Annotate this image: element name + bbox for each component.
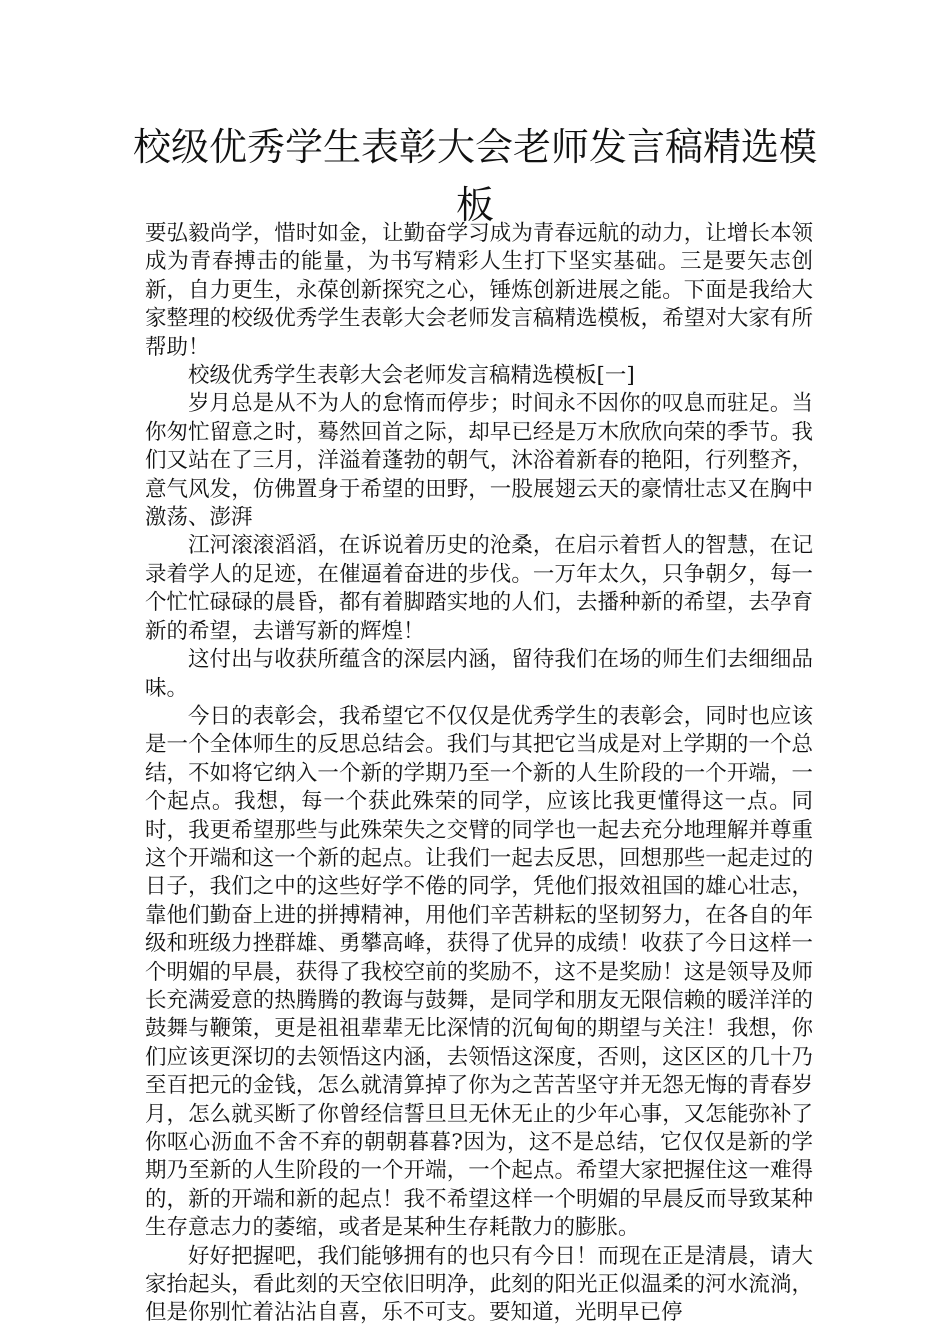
document-body (145, 220, 813, 1328)
paragraph: 要弘毅尚学，惜时如金，让勤奋学习成为青春远航的动力，让增长本领成为青春搏击的能量，为书写精彩人生打下坚实基础。三是要矢志创新，自力更生，永葆创新探究之心，锤炼创新进展之能。下面是我给大家整理的校级优秀学生表彰大会老师发言稿精选模板，希望对大家有所帮助！ (145, 221, 813, 360)
paragraph: 岁月总是从不为人的怠惰而停步；时间永不因你的叹息而驻足。当你匆忙留意之时，蓦然回首之际，却早已经是万木欣欣向荣的季节。我们又站在了三月，洋溢着蓬勃的朝气，沐浴着新春的艳阳，行列整齐，意气风发，仿佛置身于希望的田野，一股展翅云天的豪情壮志又在胸中激荡、澎湃 (145, 391, 813, 531)
section-heading: 校级优秀学生表彰大会老师发言稿精选模板[一] (188, 363, 635, 389)
paragraph: 好好把握吧，我们能够拥有的也只有今日！而现在正是清晨，请大家抬起头，看此刻的天空依旧明净，此刻的阳光正似温柔的河水流淌，但是你别忙着沾沾自喜，乐不可支。要知道，光明早已停 (145, 1243, 813, 1326)
paragraph: 江河滚滚滔滔，在诉说着历史的沧桑，在启示着哲人的智慧，在记录着学人的足迹，在催逼着奋进的步伐。一万年太久，只争朝夕，每一个忙忙碌碌的晨昏，都有着脚踏实地的人们，去播种新的希望，去孕育新的希望，去谱写新的辉煌！ (145, 533, 813, 644)
paragraph: 今日的表彰会，我希望它不仅仅是优秀学生的表彰会，同时也应该是一个全体师生的反思总结会。我们与其把它当成是对上学期的一个总结，不如将它纳入一个新的学期乃至一个新的人生阶段的一个开端，一个起点。我想，每一个获此殊荣的同学，应该比我更懂得这一点。同时，我更希望那些与此殊荣失之交臂的同学也一起去充分地理解并尊重这个开端和这一个新的起点。让我们一起去反思，回想那些一起走过的日子，我们之中的这些好学不倦的同学，凭他们报效祖国的雄心壮志，靠他们勤奋上进的拼搏精神，用他们辛苦耕耘的坚韧努力，在各自的年级和班级力挫群雄、勇攀高峰，获得了优异的成绩！收获了今日这样一个明媚的早晨，获得了我校空前的奖励不，这不是奖励！这是领导及师长充满爱意的热腾腾的教诲与鼓舞，是同学和朋友无限信赖的暖洋洋的鼓舞与鞭策，更是祖祖辈辈无比深情的沉甸甸的期望与关注！我想，你们应该更深切的去领悟这内涵，去领悟这深度，否则，这区区的几十乃至百把元的金钱，怎么就清算掉了你为之苦苦坚守并无怨无悔的青春岁月，怎么就买断了你曾经信誓旦旦无休无止的少年心事，又怎能弥补了你呕心沥血不舍不弃的朝朝暮暮?因为，这不是总结，它仅仅是新的学期乃至新的人生阶段的一个开端，一个起点。希望大家把握住这一难得的，新的开端和新的起点！我不希望这样一个明媚的早晨反而导致某种生存意志力的萎缩，或者是某种生存耗散力的膨胀。 (145, 703, 813, 1241)
paragraph: 这付出与收获所蕴含的深层内涵，留待我们在场的师生们去细细品味。 (145, 647, 813, 701)
document-title: 校级优秀学生表彰大会老师发言稿精选模板 (132, 125, 817, 227)
